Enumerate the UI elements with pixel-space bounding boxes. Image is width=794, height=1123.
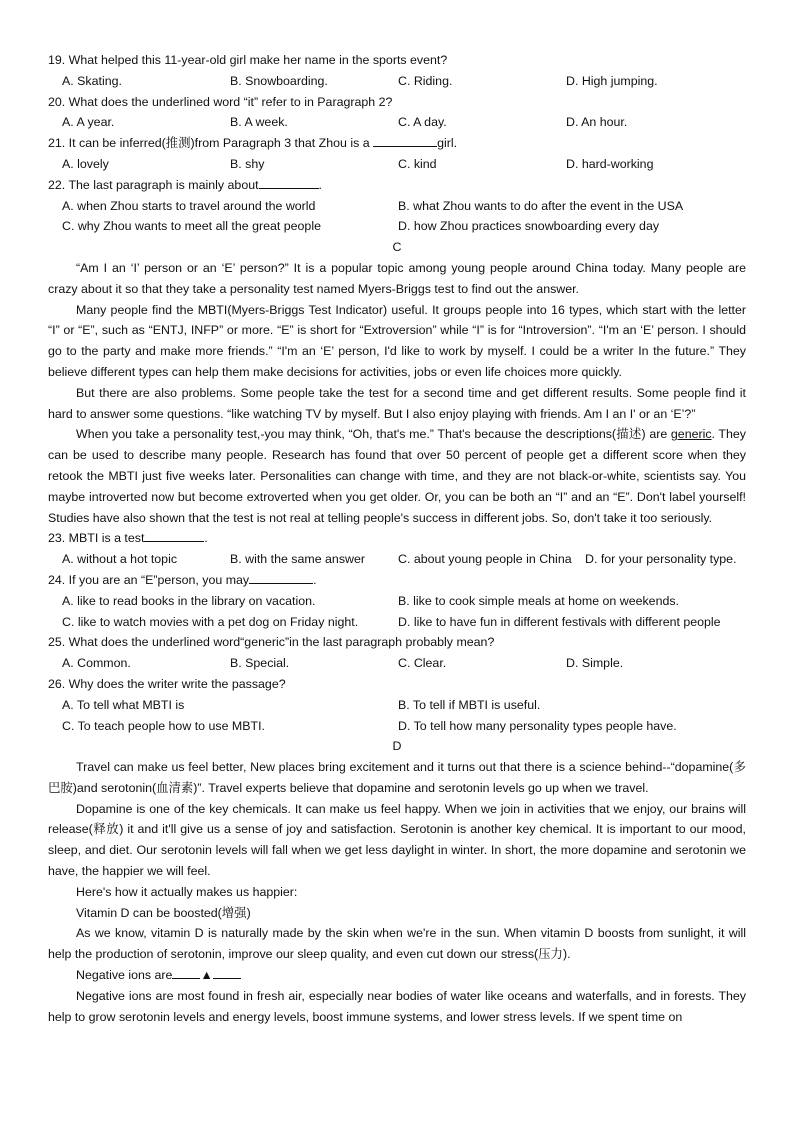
- question-19: 19. What helped this 11-year-old girl make her name in the sports event?: [48, 53, 448, 67]
- underlined-word-generic: generic: [670, 427, 712, 442]
- question-22-options-row2: [48, 216, 746, 237]
- question-26-options-row2: [48, 716, 746, 737]
- passage-c4-text-b: . They can be used to describe many people. Research has found that over 50 percent of people get a different score when they retook the MBTI just five weeks later. Personalities can change with time, and they are not black-or-white, scientists say. You maybe introverted now but become extroverted when you get older. Or, you can be both an “I” and an “E”. Don't label yourself! Studies have also shown that the test is not real at telling people's success in different jobs. So, don't take it too seriously.: [48, 427, 746, 525]
- subheading-negative-ions: [48, 965, 746, 986]
- option-22-d[interactable]: D. how Zhou practices snowboarding every day: [398, 219, 660, 234]
- question-24-stem: 24. If you are an “E”person, you may: [48, 572, 250, 587]
- answer-blank[interactable]: [144, 528, 204, 542]
- passage-c-paragraph-3: But there are also problems. Some people take the test for a second time and get different results. Some people find it hard to answer some questions. “like watching TV by myself. But I also enjoy playing with friends. Am I an I' or an ‘E’?”: [48, 385, 746, 421]
- option-21-d[interactable]: D. hard-working: [566, 156, 654, 171]
- section-d-heading: D: [392, 739, 402, 754]
- option-26-a[interactable]: A. To tell what MBTI is: [62, 697, 185, 712]
- passage-d-paragraph-2: Dopamine is one of the key chemicals. It can make us feel happy. When we join in activities that we enjoy, our brains will release(释放) it and it'll give us a sense of joy and satisfaction. Serotonin is another key chemical. It is important to our mood, sleep, and diet. Our serotonin levels will fall when we get less daylight in winter. In short, the more dopamine and serotonin we have, the happier we will feel.: [48, 801, 746, 879]
- question-24-stem-end: .: [313, 572, 317, 587]
- option-26-c[interactable]: C. To teach people how to use MBTI.: [62, 718, 265, 733]
- option-25-d[interactable]: D. Simple.: [566, 656, 624, 671]
- option-23-a[interactable]: A. without a hot topic: [62, 552, 178, 567]
- question-26-options-row1: [48, 695, 746, 716]
- answer-blank[interactable]: [373, 133, 437, 147]
- question-22-options-row1: [48, 196, 746, 217]
- question-23-stem: 23. MBTI is a test: [48, 531, 145, 546]
- passage-d-paragraph-3: Here's how it actually makes us happier:: [76, 884, 298, 899]
- answer-blank[interactable]: [172, 965, 200, 979]
- passage-d-negative-ions-paragraph: Negative ions are most found in fresh air, especially near bodies of water like oceans and waterfalls, and in forests. They help to grow serotonin levels and energy levels, boost immune systems, and lower stress levels. If we spent time on: [48, 988, 746, 1024]
- option-21-c[interactable]: C. kind: [398, 156, 437, 171]
- option-21-b[interactable]: B. shy: [230, 156, 265, 171]
- option-19-c[interactable]: C. Riding.: [398, 73, 453, 88]
- passage-d-vitamin-d-paragraph: As we know, vitamin D is naturally made by the skin when we're in the sun. When vitamin D boosts from sunlight, it will help the production of serotonin, improve our sleep quality, and even cut down our stress(压力).: [48, 926, 746, 962]
- passage-c-paragraph-4: [48, 424, 746, 528]
- option-26-b[interactable]: B. To tell if MBTI is useful.: [398, 697, 541, 712]
- section-c-heading: C: [392, 240, 402, 255]
- question-21: [48, 133, 746, 154]
- option-24-b[interactable]: B. like to cook simple meals at home on weekends.: [398, 593, 679, 608]
- option-22-a[interactable]: A. when Zhou starts to travel around the world: [62, 198, 316, 213]
- question-24-options-row2: [48, 612, 746, 633]
- option-19-d[interactable]: D. High jumping.: [566, 73, 658, 88]
- question-21-options: [48, 154, 746, 175]
- option-20-d[interactable]: D. An hour.: [566, 115, 628, 130]
- question-21-stem-end: girl.: [437, 136, 458, 151]
- option-23-c[interactable]: C. about young people in China: [398, 552, 572, 567]
- option-24-c[interactable]: C. like to watch movies with a pet dog on Friday night.: [62, 614, 359, 629]
- answer-blank[interactable]: [213, 965, 241, 979]
- passage-c-paragraph-1: “Am I an ‘I’ person or an ‘E’ person?” It is a popular topic among young people around China today. Many people are crazy about it so that they take a personality test named Myers-Briggs test to find out the answer.: [48, 260, 746, 296]
- option-25-c[interactable]: C. Clear.: [398, 656, 447, 671]
- option-23-d[interactable]: D. for your personality type.: [585, 552, 737, 567]
- triangle-icon: ▲: [200, 968, 213, 983]
- question-23-stem-end: .: [204, 531, 208, 546]
- subheading-vitamin-d: Vitamin D can be boosted(增强): [76, 905, 251, 920]
- answer-blank[interactable]: [259, 175, 319, 189]
- option-20-a[interactable]: A. A year.: [62, 115, 115, 130]
- option-22-c[interactable]: C. why Zhou wants to meet all the great people: [62, 219, 321, 234]
- option-19-b[interactable]: B. Snowboarding.: [230, 73, 328, 88]
- question-22-stem-end: .: [318, 177, 322, 192]
- question-19-options: [48, 71, 746, 92]
- option-24-a[interactable]: A. like to read books in the library on vacation.: [62, 593, 316, 608]
- question-24-options-row1: [48, 591, 746, 612]
- question-23-options: [48, 549, 746, 570]
- option-24-d[interactable]: D. like to have fun in different festivals with different people: [398, 614, 721, 629]
- passage-c4-text-a: When you take a personality test,-you may think, “Oh, that's me.” That's because the descriptions(描述) are: [76, 427, 671, 442]
- question-21-stem: 21. It can be inferred(推测)from Paragraph 3 that Zhou is a: [48, 136, 374, 151]
- passage-d-paragraph-1: Travel can make us feel better, New places bring excitement and it turns out that there is a science behind--“dopamine(多巴胺)and serotonin(血清素)”. Travel experts believe that dopamine and serotonin levels go up when we travel.: [48, 760, 746, 795]
- option-25-a[interactable]: A. Common.: [62, 656, 131, 671]
- option-19-a[interactable]: A. Skating.: [62, 73, 122, 88]
- passage-c-paragraph-2: Many people find the MBTI(Myers-Briggs Test Indicator) useful. It groups people into 16 types, which start with the letter “I” or “E”, such as “ENTJ, INFP” or more. “E” is short for “Extroversion” while “I” is for “Introversion”. “I'm an ‘E’ person. I should go to the party and make more friends.” “I'm an ‘E’ person, I'd like to work by myself. I could be a writer In the future.” They believe different types can help them make decisions for activities, jobs or even life choices more quickly.: [48, 302, 746, 379]
- question-22-stem: 22. The last paragraph is mainly about: [48, 177, 259, 192]
- option-20-c[interactable]: C. A day.: [398, 115, 447, 130]
- question-25: 25. What does the underlined word“generic”in the last paragraph probably mean?: [48, 635, 495, 650]
- option-25-b[interactable]: B. Special.: [230, 656, 290, 671]
- question-23: [48, 528, 746, 549]
- question-22: [48, 175, 746, 196]
- question-24: [48, 570, 746, 591]
- option-23-b[interactable]: B. with the same answer: [230, 552, 365, 567]
- answer-blank[interactable]: [249, 570, 313, 584]
- option-20-b[interactable]: B. A week.: [230, 115, 288, 130]
- question-26: 26. Why does the writer write the passage?: [48, 676, 286, 691]
- option-21-a[interactable]: A. lovely: [62, 156, 109, 171]
- subheading-negative-ions-text: Negative ions are: [76, 968, 173, 983]
- question-25-options: [48, 653, 746, 674]
- option-22-b[interactable]: B. what Zhou wants to do after the event in the USA: [398, 198, 684, 213]
- option-26-d[interactable]: D. To tell how many personality types people have.: [398, 718, 677, 733]
- worksheet-page: [48, 50, 746, 1027]
- question-20: 20. What does the underlined word “it” refer to in Paragraph 2?: [48, 94, 393, 109]
- question-20-options: [48, 112, 746, 133]
